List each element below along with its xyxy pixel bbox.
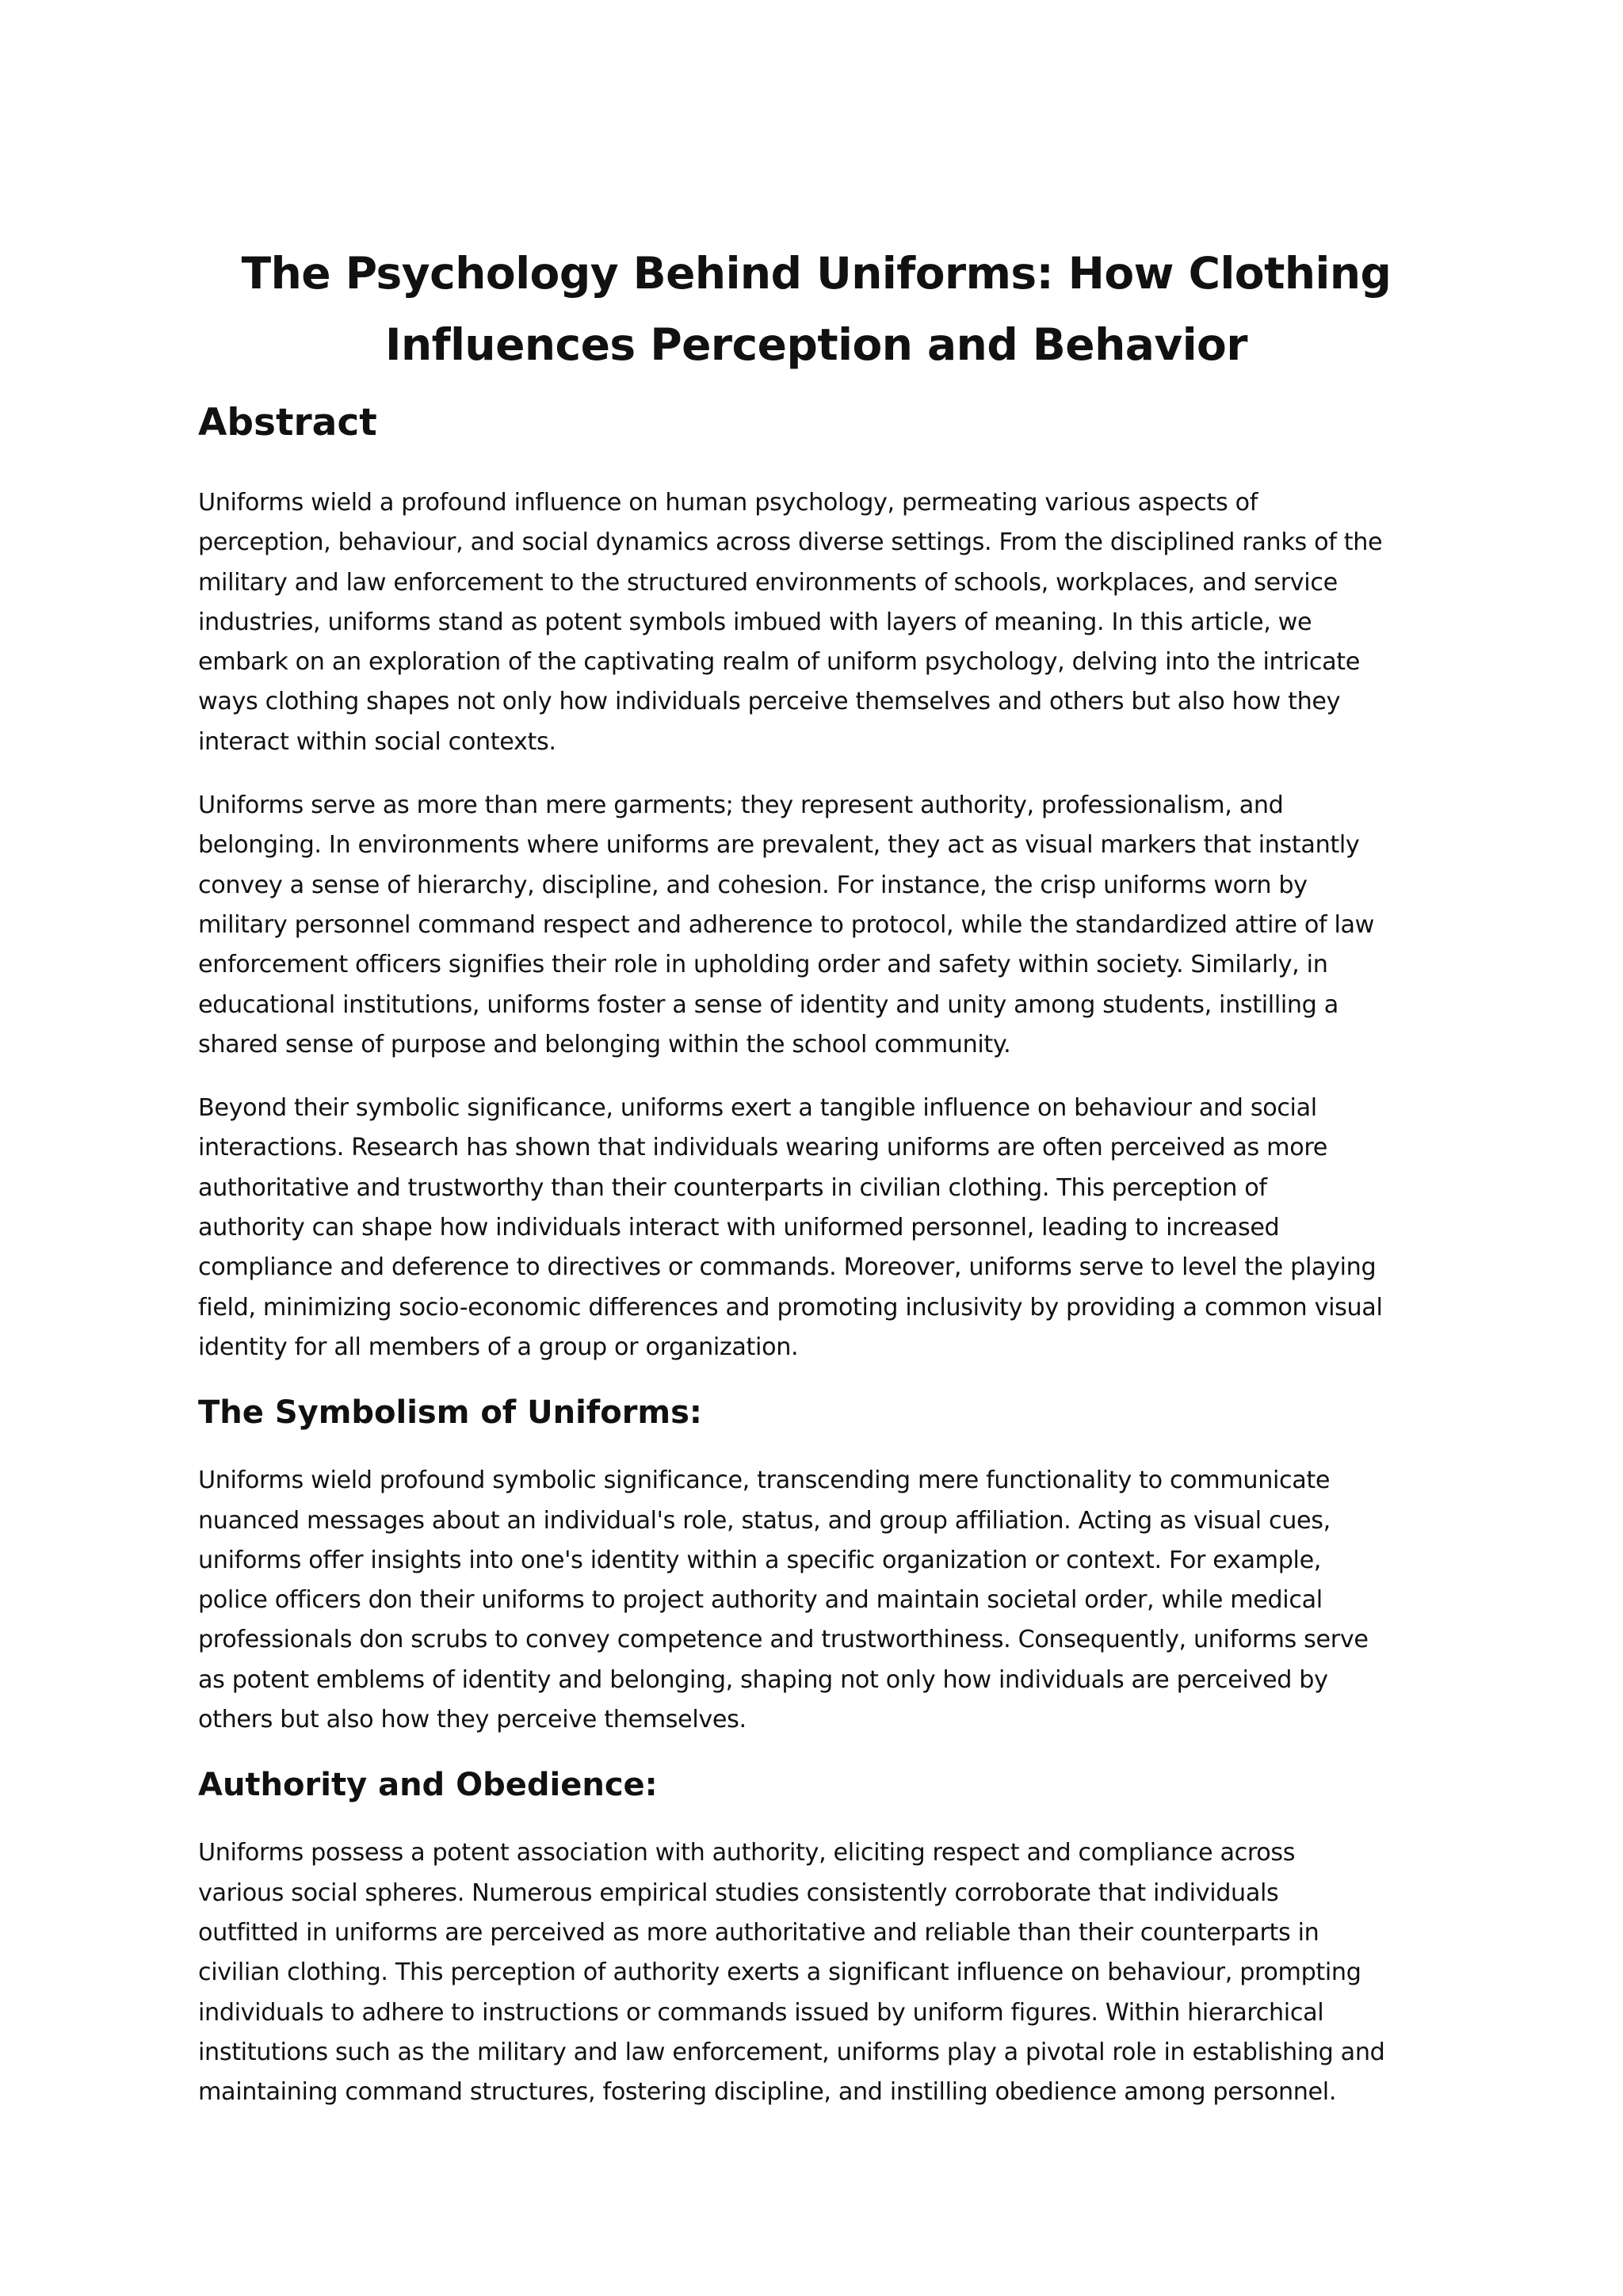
text-line: field, minimizing socio-economic differences and promoting inclusivity by providing a common visual <box>198 1293 1383 1322</box>
text-line: belonging. In environments where uniforms are prevalent, they act as visual markers that instantly <box>198 831 1360 860</box>
text-line: maintaining command structures, fostering discipline, and instilling obedience among personnel. <box>198 2078 1337 2107</box>
text-line: ways clothing shapes not only how individuals perceive themselves and others but also how they <box>198 688 1341 716</box>
text-line: Beyond their symbolic significance, uniforms exert a tangible influence on behaviour and social <box>198 1094 1317 1123</box>
text-line: industries, uniforms stand as potent symbols imbued with layers of meaning. In this article, we <box>198 608 1312 636</box>
text-line: enforcement officers signifies their role in upholding order and safety within society. Similarly, in <box>198 951 1328 979</box>
text-line: embark on an exploration of the captivating realm of uniform psychology, delving into the intricate <box>198 648 1360 677</box>
text-line: military and law enforcement to the structured environments of schools, workplaces, and service <box>198 568 1338 597</box>
text-line: Uniforms wield profound symbolic significance, transcending mere functionality to communicate <box>198 1466 1331 1495</box>
text-line: identity for all members of a group or organization. <box>198 1333 799 1361</box>
text-line: various social spheres. Numerous empirical studies consistently corroborate that individuals <box>198 1878 1279 1907</box>
text-line: interactions. Research has shown that individuals wearing uniforms are often perceived as more <box>198 1134 1327 1162</box>
document-page <box>198 238 1434 2136</box>
text-line: convey a sense of hierarchy, discipline, and cohesion. For instance, the crisp uniforms worn by <box>198 871 1308 899</box>
text-line: Uniforms serve as more than mere garments; they represent authority, professionalism, and <box>198 791 1284 820</box>
text-line: authority can shape how individuals interact with uniformed personnel, leading to increased <box>198 1214 1280 1242</box>
text-line: Uniforms possess a potent association with authority, eliciting respect and compliance across <box>198 1839 1296 1867</box>
text-line: outfitted in uniforms are perceived as more authoritative and reliable than their counterparts in <box>198 1918 1319 1947</box>
paragraph <box>198 786 1434 1065</box>
text-line: institutions such as the military and law enforcement, uniforms play a pivotal role in establishing and <box>198 2038 1385 2066</box>
section-symbolism <box>198 1391 1434 1740</box>
text-line: civilian clothing. This perception of authority exerts a significant influence on behaviour, prompting <box>198 1958 1361 1987</box>
text-line: military personnel command respect and adherence to protocol, while the standardized attire of law <box>198 910 1375 939</box>
title-line: Influences Perception and Behavior <box>385 319 1247 370</box>
title-line: The Psychology Behind Uniforms: How Clothing <box>241 248 1392 299</box>
document-title <box>198 238 1434 380</box>
text-line: educational institutions, uniforms foster a sense of identity and unity among students, instilling a <box>198 990 1338 1019</box>
text-line: individuals to adhere to instructions or commands issued by uniform figures. Within hierarchical <box>198 1998 1324 2027</box>
text-line: authoritative and trustworthy than their counterparts in civilian clothing. This perception of <box>198 1173 1267 1202</box>
section-heading-abstract: Abstract <box>198 401 377 444</box>
section-authority <box>198 1764 1434 2112</box>
section-heading-authority: Authority and Obedience: <box>198 1767 658 1804</box>
text-line: Uniforms wield a profound influence on human psychology, permeating various aspects of <box>198 489 1258 517</box>
text-line: others but also how they perceive themselves. <box>198 1706 747 1734</box>
text-line: professionals don scrubs to convey competence and trustworthiness. Consequently, uniforms serve <box>198 1626 1369 1654</box>
text-line: nuanced messages about an individual's role, status, and group affiliation. Acting as visual cues, <box>198 1506 1331 1535</box>
section-abstract <box>198 399 1434 1367</box>
text-line: police officers don their uniforms to project authority and maintain societal order, while medical <box>198 1586 1323 1615</box>
text-line: perception, behaviour, and social dynamics across diverse settings. From the disciplined ranks of the <box>198 528 1383 557</box>
text-line: as potent emblems of identity and belonging, shaping not only how individuals are perceived by <box>198 1665 1328 1694</box>
section-heading-symbolism: The Symbolism of Uniforms: <box>198 1394 702 1432</box>
paragraph <box>198 1089 1434 1367</box>
paragraph <box>198 483 1434 762</box>
paragraph <box>198 1833 1434 2112</box>
text-line: uniforms offer insights into one's identity within a specific organization or context. For example, <box>198 1546 1322 1574</box>
paragraph <box>198 1461 1434 1740</box>
text-line: interact within social contexts. <box>198 727 556 756</box>
text-line: shared sense of purpose and belonging within the school community. <box>198 1030 1011 1058</box>
text-line: compliance and deference to directives or commands. Moreover, uniforms serve to level the playing <box>198 1253 1377 1282</box>
